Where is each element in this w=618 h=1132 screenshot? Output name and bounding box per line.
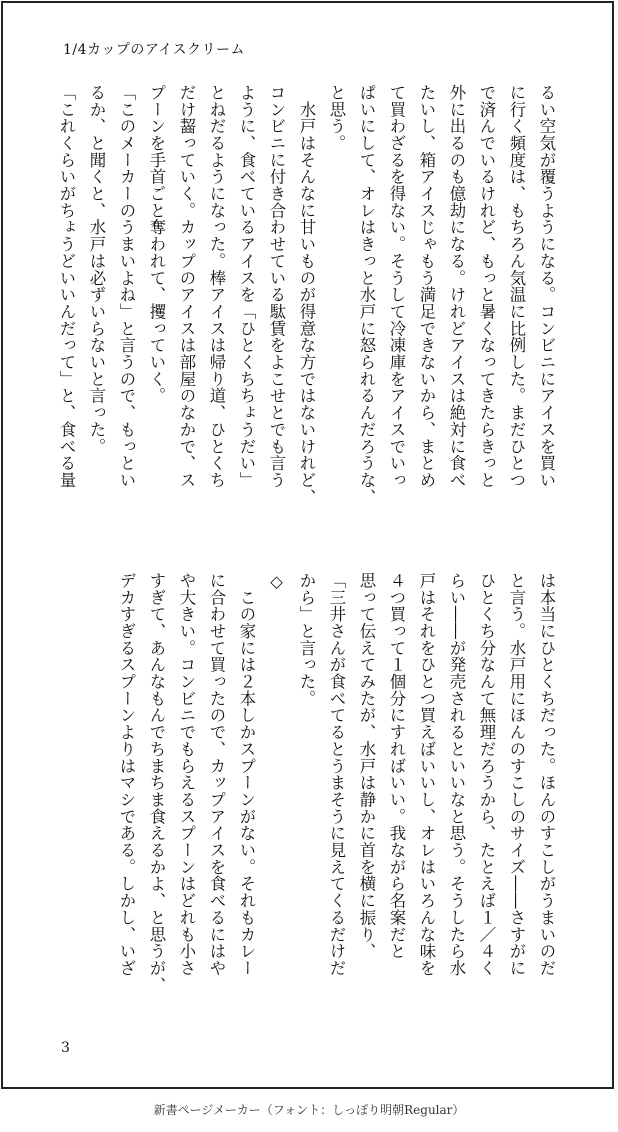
text-line: は本当にひとくちだった。ほんのすこしがうまいのだ bbox=[537, 572, 556, 977]
text-line: るか、と聞くと、水戸は必ずいらないと言った。 bbox=[87, 84, 106, 455]
text-line: ぱいにして、オレはきっと水戸に怒られるんだろうな、 bbox=[357, 84, 376, 506]
text-line: とねだるようになった。棒アイスは帰り道、ひとくち bbox=[207, 84, 226, 489]
page-frame bbox=[1, 1, 614, 1089]
text-line: や大きい。コンビニでもらえるスプーンはどれも小さ bbox=[177, 572, 196, 977]
text-line: 「これくらいがちょうどいいんだって」と、食べる量 bbox=[57, 84, 76, 489]
text-line: 外に出るのも億劫になる。けれどアイスは絶対に食べ bbox=[447, 84, 466, 489]
text-line: コンビニに付き合わせている駄賃をよこせとでも言う bbox=[267, 84, 286, 489]
text-line: すぎて、あんなもんでちまちま食えるかよ、と思うが、 bbox=[147, 572, 166, 994]
text-line: に行く頻度は、もちろん気温に比例した。まだひとつ bbox=[507, 84, 526, 489]
body-text-bottom bbox=[63, 572, 561, 1018]
text-line: から」と言った。 bbox=[297, 572, 316, 707]
text-line: たいし、箱アイスじゃもう満足できないから、まとめ bbox=[417, 84, 436, 489]
text-line: に合わせて買ったので、カップアイスを食べるにはや bbox=[207, 572, 226, 977]
page-number: 3 bbox=[61, 1040, 70, 1056]
body-text-top bbox=[57, 84, 561, 530]
text-line: ひとくち分なんて無理だろうから、たとえば１／４く bbox=[477, 572, 496, 977]
text-line: この家には２本しかスプーンがない。それもカレー bbox=[237, 572, 256, 977]
running-head-title: 1/4カップのアイスクリーム bbox=[63, 42, 245, 58]
text-line: と言う。水戸用にほんのすこしのサイズ――さすがに bbox=[507, 572, 526, 977]
footer-caption: 新書ページメーカー（フォント：しっぽり明朝Regular） bbox=[153, 1103, 465, 1117]
text-line: 思って伝えてみたが、水戸は静かに首を横に振り、 bbox=[357, 572, 376, 960]
text-line: と思う。 bbox=[327, 84, 346, 152]
text-line: 戸はそれをひとつ買えばいいし、オレはいろんな味を bbox=[417, 572, 436, 977]
section-break-diamond: ◇ bbox=[267, 572, 286, 592]
text-line: ４つ買って１個分にすればいい。我ながら名案だと bbox=[387, 572, 406, 960]
text-line: プーンを手首ごと奪われて、攫っていく。 bbox=[147, 84, 166, 405]
text-line: ように、食べているアイスを「ひとくちちょうだい」 bbox=[237, 84, 256, 489]
text-line: 「このメーカーのうまいよね」と言うので、もっとい bbox=[117, 84, 136, 489]
text-line: で済んでいるけれど、もっと暑くなってきたらきっと bbox=[477, 84, 496, 489]
text-line: デカすぎるスプーンよりはマシである。しかし、いざ bbox=[117, 572, 136, 977]
text-line: らい――が発売されるといいなと思う。そうしたら水 bbox=[447, 572, 466, 977]
text-line: 水戸はそんなに甘いものが得意な方ではないけれど、 bbox=[297, 84, 316, 506]
text-line: るい空気が覆うようになる。コンビニにアイスを買い bbox=[537, 84, 556, 489]
text-line: だけ齧っていく。カップのアイスは部屋のなかで、ス bbox=[177, 84, 196, 489]
text-line: 「三井さんが食べてるとうまそうに見えてくるだけだ bbox=[327, 572, 346, 977]
text-line: て買わざるを得ない。そうして冷凍庫をアイスでいっ bbox=[387, 84, 406, 489]
